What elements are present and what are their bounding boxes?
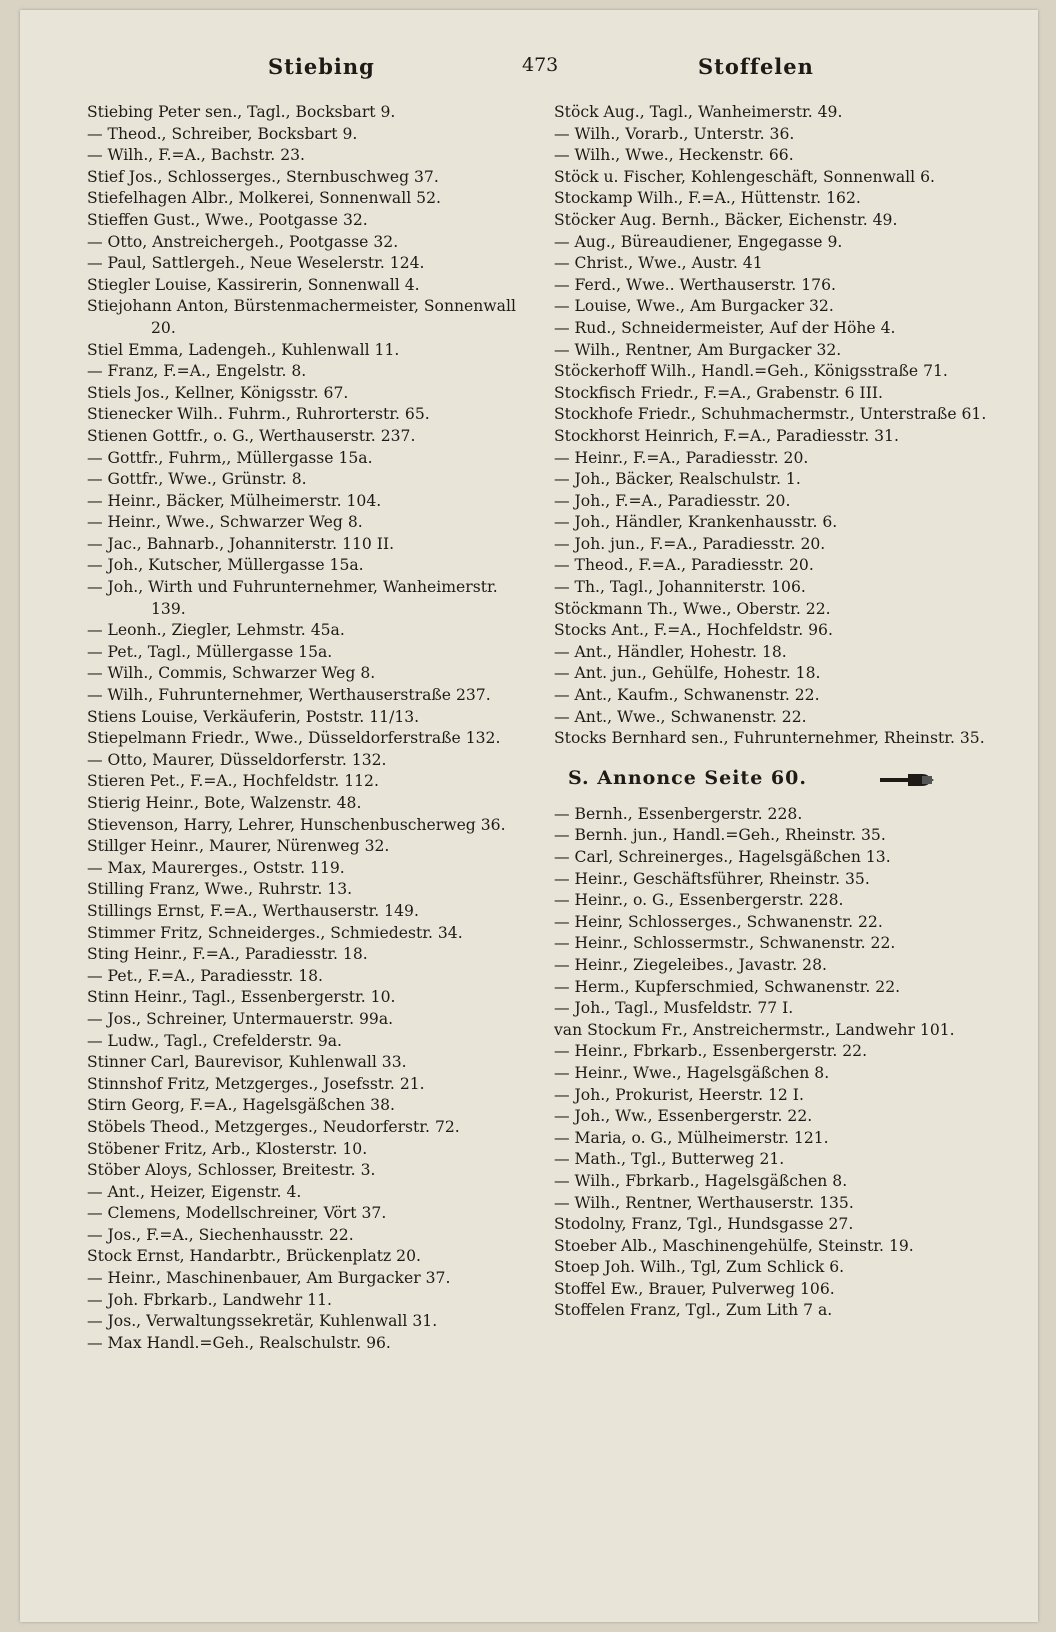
- directory-entry: — Otto, Anstreichergeh., Pootgasse 32.: [87, 232, 399, 251]
- directory-entry: Stillger Heinr., Maurer, Nürenweg 32.: [87, 837, 390, 856]
- directory-entry: Stiepelmann Friedr., Wwe., Düsseldorferstraße 132.: [87, 729, 501, 748]
- directory-entry: — Ant. jun., Gehülfe, Hohestr. 18.: [554, 664, 821, 683]
- directory-entry: — Joh., Kutscher, Müllergasse 15a.: [87, 556, 364, 575]
- page-number: 473: [522, 54, 559, 76]
- directory-entry: Stoeber Alb., Maschinengehülfe, Steinstr. 19.: [554, 1236, 914, 1255]
- directory-entry: Stiel Emma, Ladengeh., Kuhlenwall 11.: [87, 340, 400, 359]
- directory-entry: — Math., Tgl., Butterweg 21.: [554, 1150, 785, 1169]
- directory-entry: — Joh., Wirth und Fuhrunternehmer, Wanheimerstr. 139.: [87, 578, 498, 618]
- directory-entry: — Th., Tagl., Johanniterstr. 106.: [554, 578, 806, 597]
- directory-entry: — Ant., Kaufm., Schwanenstr. 22.: [554, 686, 820, 705]
- directory-entry: Stiebing Peter sen., Tagl., Bocksbart 9.: [87, 103, 396, 121]
- directory-entry: — Joh., F.=A., Paradiesstr. 20.: [554, 491, 791, 510]
- directory-entry: — Theod., F.=A., Paradiesstr. 20.: [554, 556, 814, 575]
- directory-entry: Stöckmann Th., Wwe., Oberstr. 22.: [554, 599, 831, 618]
- directory-entry: Stieren Pet., F.=A., Hochfeldstr. 112.: [87, 772, 379, 791]
- directory-entry: — Wilh., Fbrkarb., Hagelsgäßchen 8.: [554, 1171, 848, 1190]
- directory-entry: — Joh., Prokurist, Heerstr. 12 I.: [554, 1085, 804, 1104]
- directory-entry: — Heinr., o. G., Essenbergerstr. 228.: [554, 891, 844, 910]
- directory-entry: — Heinr, Schlosserges., Schwanenstr. 22.: [554, 912, 883, 931]
- directory-entry: — Max, Maurerges., Oststr. 119.: [87, 858, 345, 877]
- directory-entry: — Aug., Büreaudiener, Engegasse 9.: [554, 232, 843, 251]
- directory-entry: — Bernh., Essenbergerstr. 228.: [554, 804, 803, 823]
- header-left-keyword: Stiebing: [268, 54, 375, 79]
- directory-entry: — Ant., Wwe., Schwanenstr. 22.: [554, 707, 807, 726]
- left-column: [87, 102, 535, 1354]
- directory-entry: — Franz, F.=A., Engelstr. 8.: [87, 362, 307, 381]
- directory-entry: Stockhorst Heinrich, F.=A., Paradiesstr. 31.: [554, 426, 899, 445]
- directory-entry: — Wilh., F.=A., Bachstr. 23.: [87, 146, 305, 165]
- directory-entry: Stinn Heinr., Tagl., Essenbergerstr. 10.: [87, 988, 396, 1007]
- directory-entry: — Pet., F.=A., Paradiesstr. 18.: [87, 966, 324, 985]
- directory-entry: — Christ., Wwe., Austr. 41: [554, 254, 763, 273]
- directory-entry: — Clemens, Modellschreiner, Vört 37.: [87, 1204, 387, 1223]
- directory-entry: — Bernh. jun., Handl.=Geh., Rheinstr. 35.: [554, 826, 886, 845]
- directory-entry: Stinnshof Fritz, Metzgerges., Josefsstr. 21.: [87, 1074, 425, 1093]
- directory-entry: — Joh. jun., F.=A., Paradiesstr. 20.: [554, 534, 826, 553]
- directory-entry: — Heinr., Wwe., Hagelsgäßchen 8.: [554, 1063, 830, 1082]
- directory-entry: Stocks Bernhard sen., Fuhrunternehmer, Rheinstr. 35.: [554, 729, 985, 748]
- directory-entry: Stiefelhagen Albr., Molkerei, Sonnenwall 52.: [87, 189, 441, 208]
- directory-entry: — Joh., Ww., Essenbergerstr. 22.: [554, 1107, 813, 1126]
- directory-entry: Stöck u. Fischer, Kohlengeschäft, Sonnenwall 6.: [554, 167, 935, 186]
- directory-entry: — Max Handl.=Geh., Realschulstr. 96.: [87, 1333, 391, 1352]
- directory-entry: Stöbels Theod., Metzgerges., Neudorferstr. 72.: [87, 1117, 460, 1136]
- directory-entry: — Heinr., Geschäftsführer, Rheinstr. 35.: [554, 869, 870, 888]
- directory-entry: Sting Heinr., F.=A., Paradiesstr. 18.: [87, 945, 368, 964]
- directory-entry: Stirn Georg, F.=A., Hagelsgäßchen 38.: [87, 1096, 395, 1115]
- directory-entry: — Maria, o. G., Mülheimerstr. 121.: [554, 1128, 829, 1147]
- right-column-bottom: [554, 804, 1009, 1322]
- directory-entry: — Joh., Bäcker, Realschulstr. 1.: [554, 470, 801, 489]
- directory-entry: — Herm., Kupferschmied, Schwanenstr. 22.: [554, 977, 901, 996]
- directory-entry: Stillings Ernst, F.=A., Werthauserstr. 149.: [87, 901, 419, 920]
- directory-entry: — Heinr., Maschinenbauer, Am Burgacker 37.: [87, 1269, 451, 1288]
- directory-entry: Stimmer Fritz, Schneiderges., Schmiedestr. 34.: [87, 923, 463, 942]
- directory-entry: Stieffen Gust., Wwe., Pootgasse 32.: [87, 210, 368, 229]
- directory-entry: Stiels Jos., Kellner, Königsstr. 67.: [87, 383, 349, 402]
- directory-entry: Stienen Gottfr., o. G., Werthauserstr. 237.: [87, 426, 416, 445]
- directory-entry: Stockamp Wilh., F.=A., Hüttenstr. 162.: [554, 189, 861, 208]
- directory-entry: — Jos., Verwaltungssekretär, Kuhlenwall 31.: [87, 1312, 438, 1331]
- directory-entry: Stöcker Aug. Bernh., Bäcker, Eichenstr. 49.: [554, 210, 898, 229]
- annonce-notice: [568, 768, 1009, 796]
- directory-entry: Stinner Carl, Baurevisor, Kuhlenwall 33.: [87, 1053, 407, 1072]
- directory-entry: Stilling Franz, Wwe., Ruhrstr. 13.: [87, 880, 353, 899]
- right-column: [554, 102, 1009, 1322]
- directory-entry: — Gottfr., Fuhrm,, Müllergasse 15a.: [87, 448, 373, 467]
- directory-entry: — Gottfr., Wwe., Grünstr. 8.: [87, 470, 307, 489]
- directory-entry: — Leonh., Ziegler, Lehmstr. 45a.: [87, 621, 345, 640]
- directory-entry: Stock Ernst, Handarbtr., Brückenplatz 20.: [87, 1247, 421, 1266]
- directory-entry: Stocks Ant., F.=A., Hochfeldstr. 96.: [554, 621, 833, 640]
- directory-entry: — Jos., F.=A., Siechenhausstr. 22.: [87, 1225, 354, 1244]
- directory-entry: Stockfisch Friedr., F.=A., Grabenstr. 6 III.: [554, 383, 883, 402]
- directory-entry: — Heinr., Wwe., Schwarzer Weg 8.: [87, 513, 363, 532]
- directory-entry: Stievenson, Harry, Lehrer, Hunschenbuscherweg 36.: [87, 815, 506, 834]
- directory-entry: — Louise, Wwe., Am Burgacker 32.: [554, 297, 834, 316]
- directory-entry: — Joh., Händler, Krankenhausstr. 6.: [554, 513, 838, 532]
- directory-entry: — Ferd., Wwe.. Werthauserstr. 176.: [554, 275, 836, 294]
- directory-entry: — Joh., Tagl., Musfeldstr. 77 I.: [554, 999, 794, 1018]
- directory-entry: — Heinr., Bäcker, Mülheimerstr. 104.: [87, 491, 382, 510]
- directory-entry: — Wilh., Rentner, Werthauserstr. 135.: [554, 1193, 854, 1212]
- directory-entry: Stöber Aloys, Schlosser, Breitestr. 3.: [87, 1161, 376, 1180]
- directory-entry: — Carl, Schreinerges., Hagelsgäßchen 13.: [554, 848, 891, 866]
- right-column-top: [554, 102, 1009, 750]
- directory-entry: — Wilh., Commis, Schwarzer Weg 8.: [87, 664, 376, 683]
- directory-entry: Stöckerhoff Wilh., Handl.=Geh., Königsstraße 71.: [554, 362, 948, 381]
- directory-entry: — Ludw., Tagl., Crefelderstr. 9a.: [87, 1031, 342, 1050]
- directory-entry: Stoffelen Franz, Tgl., Zum Lith 7 a.: [554, 1301, 833, 1320]
- directory-entry: — Heinr., Schlossermstr., Schwanenstr. 22.: [554, 934, 896, 953]
- directory-entry: — Paul, Sattlergeh., Neue Weselerstr. 124.: [87, 254, 425, 273]
- page-header: [20, 48, 1038, 88]
- directory-entry: Stöbener Fritz, Arb., Klosterstr. 10.: [87, 1139, 368, 1158]
- directory-entry: — Jac., Bahnarb., Johanniterstr. 110 II.: [87, 534, 395, 553]
- directory-entry: — Ant., Heizer, Eigenstr. 4.: [87, 1182, 302, 1201]
- directory-entry: Stoep Joh. Wilh., Tgl, Zum Schlick 6.: [554, 1258, 845, 1277]
- directory-entry: Stöck Aug., Tagl., Wanheimerstr. 49.: [554, 103, 843, 121]
- header-right-keyword: Stoffelen: [698, 54, 814, 79]
- directory-entry: van Stockum Fr., Anstreichermstr., Landwehr 101.: [554, 1020, 955, 1039]
- directory-entry: Stiens Louise, Verkäuferin, Poststr. 11/13.: [87, 707, 420, 726]
- directory-entry: Stief Jos., Schlosserges., Sternbuschweg 37.: [87, 167, 439, 186]
- directory-entry: — Wilh., Vorarb., Unterstr. 36.: [554, 124, 795, 143]
- pointing-hand-icon: [878, 770, 936, 790]
- directory-entry: — Wilh., Wwe., Heckenstr. 66.: [554, 146, 794, 165]
- directory-entry: — Heinr., F.=A., Paradiesstr. 20.: [554, 448, 809, 467]
- directory-entry: Stockhofe Friedr., Schuhmachermstr., Unterstraße 61.: [554, 405, 987, 424]
- directory-entry: — Wilh., Fuhrunternehmer, Werthauserstraße 237.: [87, 686, 491, 705]
- directory-entry: — Joh. Fbrkarb., Landwehr 11.: [87, 1290, 332, 1309]
- directory-entry: — Wilh., Rentner, Am Burgacker 32.: [554, 340, 842, 359]
- directory-entry: — Ant., Händler, Hohestr. 18.: [554, 642, 787, 661]
- directory-entry: Stodolny, Franz, Tgl., Hundsgasse 27.: [554, 1215, 854, 1234]
- directory-entry: — Heinr., Ziegeleibes., Javastr. 28.: [554, 955, 827, 974]
- directory-entry: — Rud., Schneidermeister, Auf der Höhe 4.: [554, 318, 896, 337]
- directory-entry: Stierig Heinr., Bote, Walzenstr. 48.: [87, 794, 362, 812]
- directory-entry: — Theod., Schreiber, Bocksbart 9.: [87, 124, 358, 143]
- directory-entry: Stiegler Louise, Kassirerin, Sonnenwall 4.: [87, 275, 420, 294]
- directory-entry: — Jos., Schreiner, Untermauerstr. 99a.: [87, 1009, 394, 1028]
- directory-page: [20, 10, 1038, 1622]
- annonce-text: S. Annonce Seite 60.: [568, 766, 807, 789]
- directory-entry: Stienecker Wilh.. Fuhrm., Ruhrorterstr. 65.: [87, 405, 430, 424]
- directory-entry: — Otto, Maurer, Düsseldorferstr. 132.: [87, 750, 387, 769]
- directory-entry: — Pet., Tagl., Müllergasse 15a.: [87, 642, 333, 661]
- directory-entry: Stiejohann Anton, Bürstenmachermeister, Sonnenwall 20.: [87, 297, 516, 337]
- directory-entry: — Heinr., Fbrkarb., Essenbergerstr. 22.: [554, 1042, 868, 1061]
- directory-entry: Stoffel Ew., Brauer, Pulverweg 106.: [554, 1279, 835, 1298]
